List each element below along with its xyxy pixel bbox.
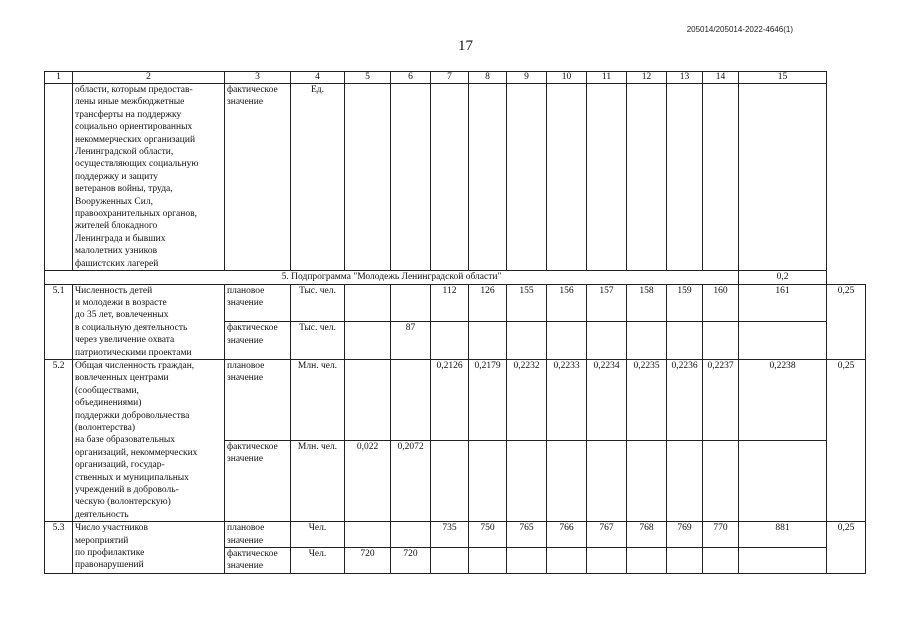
fact-value: 0,022 — [345, 441, 391, 522]
row-number: 5.1 — [45, 284, 73, 359]
value-type: фактическое значение — [225, 84, 291, 271]
plan-value — [391, 284, 431, 322]
value-type-fact: фактическое значение — [225, 322, 291, 360]
fact-value — [703, 548, 739, 574]
plan-value: 0,2238 — [739, 359, 827, 440]
fact-value: 720 — [345, 548, 391, 574]
column-number: 14 — [703, 72, 739, 84]
value-cell — [627, 84, 667, 271]
column-number: 5 — [345, 72, 391, 84]
plan-value — [345, 284, 391, 322]
fact-value — [739, 322, 827, 360]
fact-value — [507, 548, 547, 574]
indicator-description: области, которым предостав- лены иные межбюджетные трансферты на поддержку социально ориентированных некоммерческих организаций Ленинградской области, осуществляющих социальную поддержку и защиту ветеранов войны, труда, Вооруженных Сил, правоохранительных органов, жителей блокадного Ленинграда и бывших малолетних узников фашистских лагерей — [73, 84, 225, 271]
unit-plan: Тыс. чел. — [291, 284, 345, 322]
fact-value — [587, 441, 627, 522]
plan-value: 156 — [547, 284, 587, 322]
fact-value — [587, 322, 627, 360]
value-type-plan: плановое значение — [225, 522, 291, 548]
value-cell — [739, 84, 827, 271]
plan-value: 161 — [739, 284, 827, 322]
plan-value: 735 — [431, 522, 469, 548]
plan-value: 0,2236 — [667, 359, 703, 440]
plan-value: 157 — [587, 284, 627, 322]
value-cell — [345, 84, 391, 271]
table-row — [45, 522, 866, 548]
indicator-weight: 0,25 — [827, 522, 866, 574]
table-row — [45, 284, 866, 322]
plan-value: 0,2179 — [469, 359, 507, 440]
fact-value — [507, 322, 547, 360]
plan-value: 769 — [667, 522, 703, 548]
column-number: 15 — [739, 72, 827, 84]
section-weight: 0,2 — [739, 271, 827, 284]
value-type-fact: фактическое значение — [225, 548, 291, 574]
row-number: 5.3 — [45, 522, 73, 574]
page-number: 17 — [458, 38, 473, 54]
column-number: 6 — [391, 72, 431, 84]
plan-value: 112 — [431, 284, 469, 322]
indicator-description: Общая численность граждан, вовлеченных центрами (сообществами, объединениями) поддержки добровольчества (волонтерства) на базе образовательных организаций, некоммерческих организаций, государ- ственных и муниципальных учреждений в доброволь- ческую (волонтерскую) деятельность — [73, 359, 225, 521]
plan-value: 126 — [469, 284, 507, 322]
plan-value: 770 — [703, 522, 739, 548]
column-number: 13 — [667, 72, 703, 84]
column-number: 3 — [225, 72, 291, 84]
plan-value: 159 — [667, 284, 703, 322]
value-cell — [431, 84, 469, 271]
plan-value: 750 — [469, 522, 507, 548]
document-id: 205014/205014-2022-4646(1) — [686, 25, 793, 34]
value-cell — [703, 84, 739, 271]
indicator-weight: 0,25 — [827, 359, 866, 521]
column-number: 1 — [45, 72, 73, 84]
row-number-cell — [45, 84, 73, 271]
fact-value — [469, 322, 507, 360]
plan-value: 0,2237 — [703, 359, 739, 440]
fact-value — [507, 441, 547, 522]
fact-value — [667, 548, 703, 574]
plan-value: 158 — [627, 284, 667, 322]
value-type-plan: плановое значение — [225, 359, 291, 440]
row-number: 5.2 — [45, 359, 73, 521]
fact-value — [431, 441, 469, 522]
value-cell — [667, 84, 703, 271]
plan-value: 0,2126 — [431, 359, 469, 440]
plan-value: 155 — [507, 284, 547, 322]
indicators-table — [44, 71, 866, 574]
table-row — [45, 359, 866, 440]
table-row — [45, 84, 866, 271]
fact-value — [431, 548, 469, 574]
value-cell — [391, 84, 431, 271]
value-type-plan: плановое значение — [225, 284, 291, 322]
section-row — [45, 271, 866, 284]
unit: Ед. — [291, 84, 345, 271]
plan-value — [391, 522, 431, 548]
indicator-weight: 0,25 — [827, 284, 866, 359]
value-cell — [469, 84, 507, 271]
fact-value — [703, 441, 739, 522]
plan-value: 0,2233 — [547, 359, 587, 440]
column-number: 9 — [507, 72, 547, 84]
fact-value — [547, 548, 587, 574]
fact-value — [667, 322, 703, 360]
plan-value: 768 — [627, 522, 667, 548]
value-cell — [507, 84, 547, 271]
fact-value: 87 — [391, 322, 431, 360]
column-number: 10 — [547, 72, 587, 84]
plan-value — [345, 359, 391, 440]
column-number: 12 — [627, 72, 667, 84]
unit-fact: Млн. чел. — [291, 441, 345, 522]
unit-fact: Чел. — [291, 548, 345, 574]
indicator-description: Число участников мероприятий по профилактике правонарушений — [73, 522, 225, 574]
fact-value — [667, 441, 703, 522]
unit-plan: Млн. чел. — [291, 359, 345, 440]
fact-value — [431, 322, 469, 360]
fact-value — [547, 322, 587, 360]
column-number: 8 — [469, 72, 507, 84]
indicator-description: Численность детей и молодежи в возрасте до 35 лет, вовлеченных в социальную деятельность через увеличение охвата патриотическими проектами — [73, 284, 225, 359]
unit-fact: Тыс. чел. — [291, 322, 345, 360]
fact-value — [703, 322, 739, 360]
fact-value: 0,2072 — [391, 441, 431, 522]
column-number: 7 — [431, 72, 469, 84]
fact-value — [587, 548, 627, 574]
column-number: 11 — [587, 72, 627, 84]
plan-value: 0,2234 — [587, 359, 627, 440]
plan-value — [391, 359, 431, 440]
fact-value — [469, 548, 507, 574]
plan-value — [345, 522, 391, 548]
column-number: 2 — [73, 72, 225, 84]
value-type-fact: фактическое значение — [225, 441, 291, 522]
fact-value — [739, 441, 827, 522]
unit-plan: Чел. — [291, 522, 345, 548]
plan-value: 0,2235 — [627, 359, 667, 440]
fact-value — [627, 441, 667, 522]
plan-value: 767 — [587, 522, 627, 548]
fact-value — [345, 322, 391, 360]
plan-value: 881 — [739, 522, 827, 548]
column-number-row — [45, 72, 866, 84]
plan-value: 0,2232 — [507, 359, 547, 440]
section-title: 5. Подпрограмма "Молодежь Ленинградской области" — [45, 271, 739, 284]
fact-value — [547, 441, 587, 522]
column-number: 4 — [291, 72, 345, 84]
value-cell — [587, 84, 627, 271]
plan-value: 766 — [547, 522, 587, 548]
plan-value: 765 — [507, 522, 547, 548]
fact-value — [469, 441, 507, 522]
fact-value — [627, 548, 667, 574]
fact-value — [739, 548, 827, 574]
fact-value — [627, 322, 667, 360]
value-cell — [547, 84, 587, 271]
fact-value: 720 — [391, 548, 431, 574]
plan-value: 160 — [703, 284, 739, 322]
